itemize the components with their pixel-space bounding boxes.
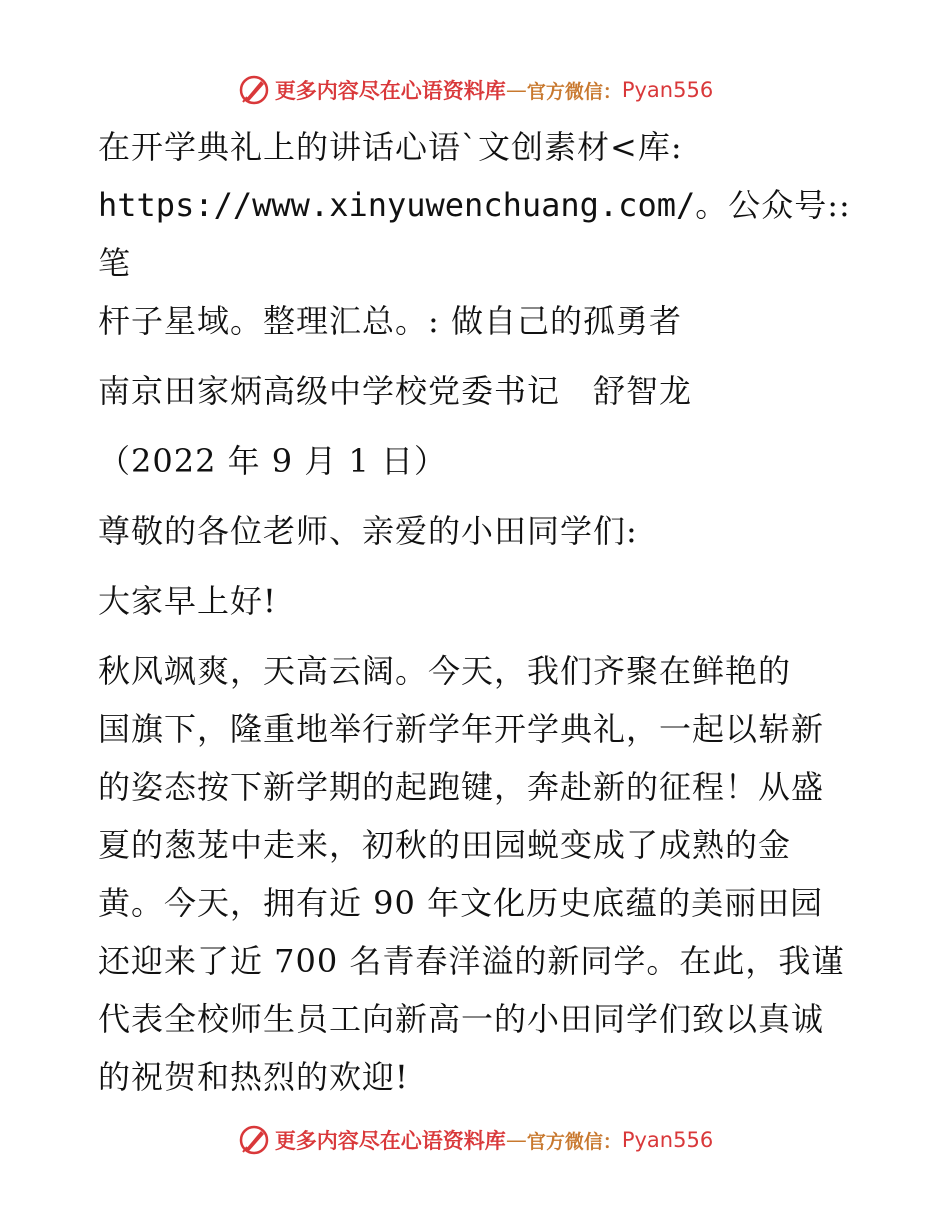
salutation: 尊敬的各位老师、亲爱的小田同学们: xyxy=(98,512,638,550)
paragraph xyxy=(98,642,858,1106)
footer-banner xyxy=(0,1120,950,1160)
banner-text: 更多内容尽在心语资料库 xyxy=(274,1129,506,1153)
quill-logo-icon xyxy=(237,1123,271,1157)
title-line-2-rest: 。公众号:: 笔 xyxy=(98,186,851,282)
greeting: 大家早上好! xyxy=(98,582,277,620)
paragraph-line: 黄。今天，拥有近 90 年文化历史底蕴的美丽田园 xyxy=(98,884,824,922)
banner-wechat-id: Pyan556 xyxy=(621,1128,714,1152)
website-url[interactable]: https://www.xinyuwenchuang.com/ xyxy=(98,186,696,224)
paragraph-line: 秋风飒爽，天高云阔。今天，我们齐聚在鲜艳的 xyxy=(98,652,792,690)
paragraph-line: 夏的葱茏中走来，初秋的田园蜕变成了成熟的金 xyxy=(98,826,792,864)
banner-label: 官方微信： xyxy=(526,80,622,103)
author-line: 南京田家炳高级中学校党委书记 舒智龙 xyxy=(98,372,693,410)
date-line: （2022 年 9 月 1 日） xyxy=(98,442,448,480)
paragraph-line: 代表全校师生员工向新高一的小田同学们致以真诚 xyxy=(98,1000,825,1038)
quill-logo-icon xyxy=(237,73,271,107)
title-line-3: 杆子星域。整理汇总。: 做自己的孤勇者 xyxy=(98,302,682,340)
header-banner xyxy=(0,70,950,110)
paragraph-line: 的姿态按下新学期的起跑键，奔赴新的征程！从盛 xyxy=(98,768,825,806)
banner-text: 更多内容尽在心语资料库 xyxy=(274,79,506,103)
banner-wechat-id: Pyan556 xyxy=(621,78,714,102)
paragraph-line: 国旗下，隆重地举行新学年开学典礼，一起以崭新 xyxy=(98,710,825,748)
document-body xyxy=(98,118,858,1106)
paragraph-line: 还迎来了近 700 名青春洋溢的新同学。在此，我谨 xyxy=(98,942,845,980)
banner-label: 官方微信： xyxy=(526,1130,622,1153)
banner-dash: — xyxy=(505,1128,527,1152)
paragraph-line: 的祝贺和热烈的欢迎! xyxy=(98,1058,409,1096)
title-line-1: 在开学典礼上的讲话心语`文创素材<库: xyxy=(98,128,683,166)
title-line-2 xyxy=(98,176,858,292)
banner-dash: — xyxy=(505,78,527,102)
